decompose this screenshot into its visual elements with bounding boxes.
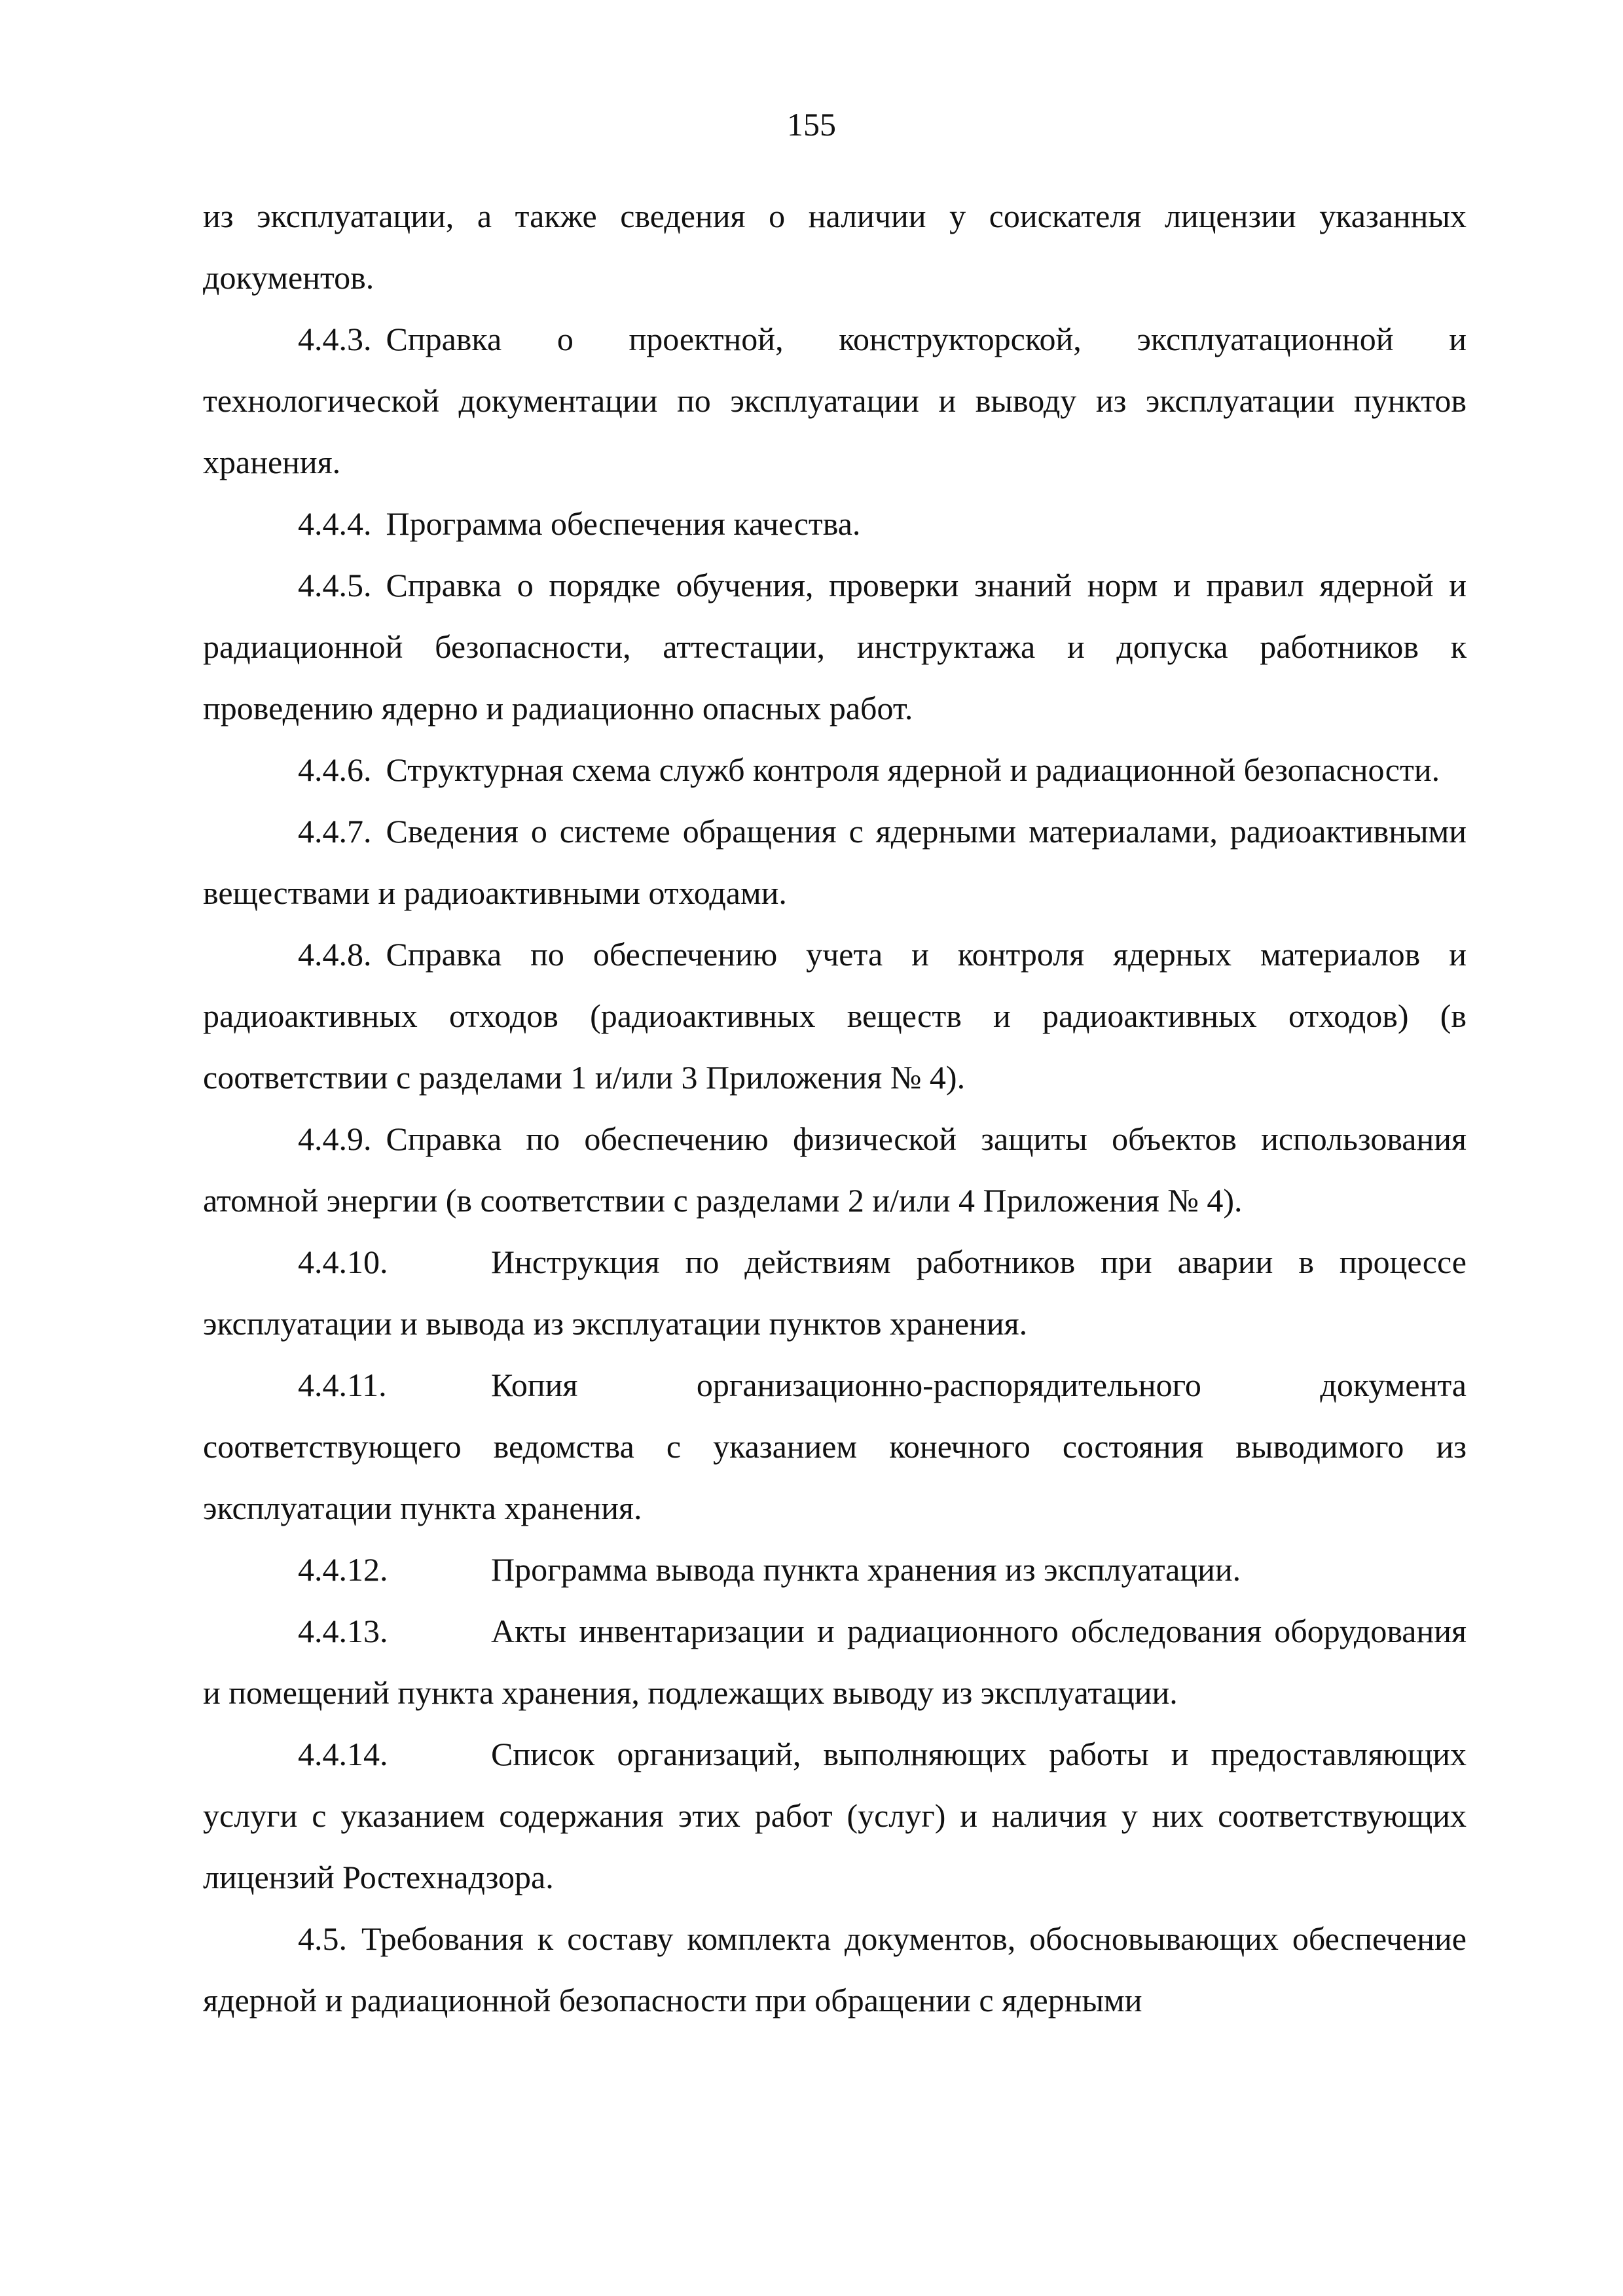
- paragraph-4-4-9: [203, 1108, 1467, 1231]
- paragraph-text: Справка о порядке обучения, проверки знаний норм и правил ядерной и радиационной безопасности, аттестации, инструктажа и допуска работников к проведению ядерно и радиационно опасных работ.: [203, 567, 1467, 726]
- paragraph-number: 4.4.12.: [298, 1551, 388, 1588]
- paragraph-number: 4.4.14.: [298, 1736, 388, 1772]
- paragraph-4-4-8: [203, 924, 1467, 1108]
- paragraph-4-4-10: [203, 1231, 1467, 1354]
- paragraph-number: 4.4.10.: [298, 1244, 388, 1280]
- paragraph-4-4-11: [203, 1354, 1467, 1539]
- paragraph-number: 4.5.: [298, 1920, 347, 1957]
- paragraph-4-4-14: [203, 1723, 1467, 1908]
- paragraph-4-4-4: [203, 493, 1467, 554]
- document-body: [203, 185, 1467, 2031]
- paragraph-4-4-5: [203, 554, 1467, 739]
- paragraph-number: 4.4.13.: [298, 1613, 388, 1649]
- paragraph-number: 4.4.6.: [298, 751, 372, 788]
- paragraph-text: Справка по обеспечению физической защиты объектов использования атомной энергии (в соответствии с разделами 2 и/или 4 Приложения № 4).: [203, 1121, 1467, 1219]
- paragraph-text: Список организаций, выполняющих работы и предоставляющих услуги с указанием содержания этих работ (услуг) и наличия у них соответствующих лицензий Ростехнадзора.: [203, 1736, 1467, 1895]
- paragraph-text: Инструкция по действиям работников при аварии в процессе эксплуатации и вывода из эксплуатации пунктов хранения.: [203, 1244, 1467, 1342]
- paragraph-number: 4.4.3.: [298, 321, 372, 357]
- paragraph-text: Программа вывода пункта хранения из эксплуатации.: [491, 1551, 1241, 1588]
- paragraph-4-4-12: [203, 1539, 1467, 1600]
- paragraph-4-4-7: [203, 800, 1467, 924]
- paragraph-text: Акты инвентаризации и радиационного обследования оборудования и помещений пункта хранения, подлежащих выводу из эксплуатации.: [203, 1613, 1467, 1711]
- paragraph-number: 4.4.7.: [298, 813, 372, 850]
- paragraph-number: 4.4.9.: [298, 1121, 372, 1157]
- paragraph-text: Сведения о системе обращения с ядерными материалами, радиоактивными веществами и радиоактивными отходами.: [203, 813, 1467, 911]
- paragraph-number: 4.4.4.: [298, 505, 372, 542]
- paragraph-4-4-13: [203, 1600, 1467, 1723]
- paragraph-continuation: [203, 185, 1467, 308]
- paragraph-number: 4.4.11.: [298, 1367, 387, 1403]
- paragraph-text: Структурная схема служб контроля ядерной и радиационной безопасности.: [386, 751, 1440, 788]
- paragraph-text: Требования к составу комплекта документов, обосновывающих обеспечение ядерной и радиационной безопасности при обращении с ядерными: [203, 1920, 1467, 2018]
- paragraph-text: Программа обеспечения качества.: [386, 505, 861, 542]
- paragraph-text: Копия организационно-распорядительного документа соответствующего ведомства с указанием конечного состояния выводимого из эксплуатации пункта хранения.: [203, 1367, 1467, 1526]
- paragraph-4-5: [203, 1908, 1467, 2031]
- paragraph-4-4-3: [203, 308, 1467, 493]
- paragraph-4-4-6: [203, 739, 1467, 800]
- paragraph-text: Справка по обеспечению учета и контроля ядерных материалов и радиоактивных отходов (радиоактивных веществ и радиоактивных отходов) (в соответствии с разделами 1 и/или 3 Приложения № 4).: [203, 936, 1467, 1096]
- paragraph-number: 4.4.8.: [298, 936, 372, 973]
- paragraph-text: из эксплуатации, а также сведения о наличии у соискателя лицензии указанных документов.: [203, 198, 1467, 296]
- paragraph-number: 4.4.5.: [298, 567, 372, 603]
- page-number: 155: [787, 106, 836, 143]
- paragraph-text: Справка о проектной, конструкторской, эксплуатационной и технологической документации по эксплуатации и выводу из эксплуатации пунктов хранения.: [203, 321, 1467, 480]
